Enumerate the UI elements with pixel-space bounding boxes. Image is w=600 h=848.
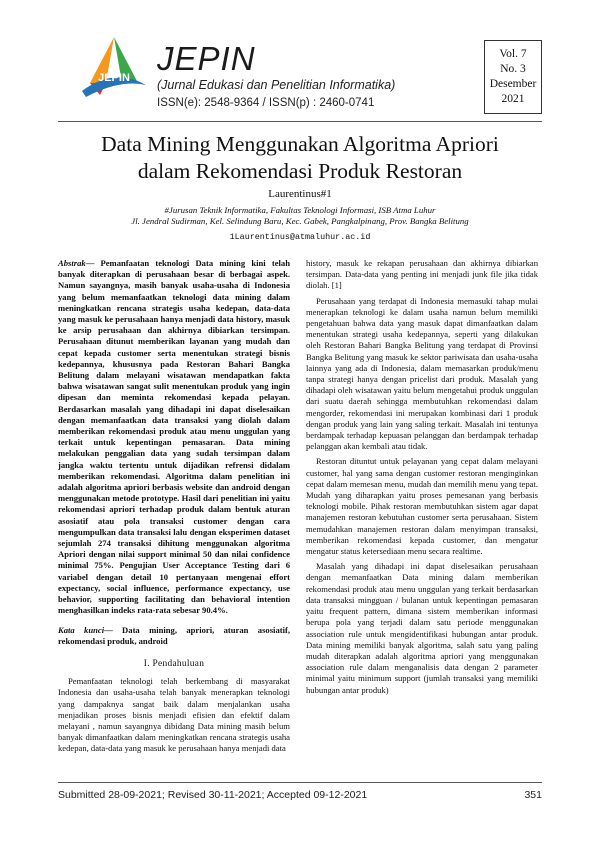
paragraph-masalah: Masalah yang dihadapi ini dapat diselesaikan perusahaan dengan memanfaatkan Data mining dalam memberikan rekomendasi produk atau menu unggulan yang terkait berdasarkan data transaksi mingguan / bulanan untuk kepentingan pemasaran yaitu frequent pattern, dimana sistem memberikan informasi berupa pola yang terjadi dalam satu periode menggunakan association rule untuk mengidentifikasi hubungan antar produk. Data mining memiliki banyak algoritma, salah satu yang paling mudah diterapkan adalah algoritma apriori yang menggunakan association rule dalam menganalisis data dengan 2 parameter minimal yaitu minimum support (jumlah transaksi yang memiliki hubungan antar produk)	[306, 561, 538, 695]
jepin-logo-icon	[76, 33, 152, 109]
abstract-lead: Abstrak	[58, 258, 86, 268]
header-divider	[58, 121, 542, 122]
paper-title	[40, 131, 560, 185]
submission-dates: Submitted 28-09-2021; Revised 30-11-2021; Accepted 09-12-2021	[58, 789, 368, 801]
affiliation-line-2: Jl. Jendral Sudirman, Kel. Selindung Baru, Kec. Gabek, Pangkalpinang, Prov. Bangka Belitung	[131, 216, 469, 226]
page-number: 351	[524, 789, 542, 801]
volume-box	[484, 40, 542, 114]
journal-full-name: (Jurnal Edukasi dan Penelitian Informatika)	[157, 78, 396, 92]
author: Laurentinus#1	[268, 188, 332, 200]
section-heading: I. Pendahuluan	[143, 658, 205, 669]
author-email: 1Laurentinus@atmaluhur.ac.id	[229, 232, 371, 242]
affiliation	[0, 205, 600, 227]
paragraph-perusahaan: Perusahaan yang terdapat di Indonesia memasuki tahap mulai menerapkan teknologi ke dalam usaha namun belum memiliki pengetahuan bahwa data yang masuk dapat dimanfaatkan dalam menentukan strategi usaha kedepannya, seperti yang dilakukan oleh Restoran Bahari Bangka Belitung yang terdapat di Provinsi Bangka Belitung yang masuk ke sektor pariwisata dan usaha-usaha lainnya yang ada di Indonesia, dalam memasarkan produk/menu tanpa strategi hanya dengan pricelist dari produk. Masalah yang dihadapi oleh wisatawan yaitu belum mengetahui produk unggulan dari suatu daerah sehingga membutuhkan rekomendasi dalam mengorder, rekomendasi ini merupakan kombinasi dari 1 produk dengan produk yang lain yang saling terkait. Masalah ini tentunya berdampak terhadap kepuasan pelanggan dan berdampak terhadap pelanggan akan kembali atau tidak.	[306, 295, 538, 452]
affiliation-line-1: #Jurusan Teknik Informatika, Fakultas Teknologi Informasi, ISB Atma Luhur	[164, 205, 436, 215]
title-line-2: dalam Rekomendasi Produk Restoran	[137, 159, 463, 183]
right-column	[306, 258, 538, 700]
title-line-1: Data Mining Menggunakan Algoritma Apriori	[101, 132, 499, 156]
abstract	[58, 258, 290, 617]
journal-name: JEPIN	[157, 40, 256, 77]
logo-text: JEPIN	[98, 72, 130, 84]
abstract-body: — Pemanfaatan teknologi Data mining kini telah banyak diterapkan di perusahaan besar di berbagai aspek. Namun sayangnya, masih banyak usaha-usaha di Indonesia yang belum memanfaatkan teknologi data mining dalam meningkatkan rencana strategis usaha kedepan, data-data yang masuk ke perusahaan hanya menjadi data history, masuk ke arsip perusahaan dan akhirnya dibiarkan tersimpan. Perusahaan ditunut memberikan layanan yang mudah dan cepat kepada customer serta menentukan strategi bisnis kedepannya, khususnya pada Restoran Bahari Bangka Belitung dalam melayani wisatawan mendapatkan fakta bahwa wisatawan sangat sulit menentukan produk yang ingin dipesan dan meminta rekomendasi kepada pelayan. Berdasarkan masalah yang dihadapi ini dapat diselesaikan dengan memanfaatkan data transaksi yang diolah dalam memberikan rekomendasi produk atau menu unggulan yang terkait untuk kepentingan pemasaran. Data mining melakukan penggalian data yang sudah tersimpan dalam jangka waktu tertentu untuk dijadikan refrensi didalam memberikan rekomendasi. Algoritma dalam penelitian ini adalah algoritma apriori berbasis website dan android dengan menggunakan metode prototype. Hasil dari penelitian ini yaitu rekomendasi apriori terhadap produk dalam bentuk aturan asosiatif atau pola transaksi customer dengan cara mengumpulkan data transaksi lalu dengan eksperimen dataset sejumlah 274 transaksi dihitung menggunakan algoritma Apriori dengan nilai support minimal 50 dan nilai confidence minimal 75%. Pengujian User Acceptance Testing dari 6 variabel dengan detail 10 pertanyaan mengenai effort expectancy, social influence, performance expectancy, use behavior, supporting facilitating dan behavioral intention menghasilkan indeks rata-rata sebesar 90.4%.	[58, 258, 290, 616]
volume: Vol. 7	[499, 48, 527, 60]
journal-issn: ISSN(e): 2548-9364 / ISSN(p) : 2460-0741	[157, 97, 375, 109]
keywords	[58, 625, 290, 647]
paragraph-restoran: Restoran dituntut untuk pelayanan yang cepat dalam melayani customer, hal yang sama dengan customer restoran menginginkan cepat dalam memesan menu, mudah dan memilih menu yang tepat. Mudah yang diharapkan yaitu proses pemesanan yang berbasis teknologi mobile. Pihak restoran membutuhkan sistem agar dapat manajemen restoran kebutuhan customer serta perusahaan. Sistem memudahkan manajemen restoran dalam menyimpan transaksi, memberikan rekomendasi kepada customer, dan mengatur mengatur status ketersediaan menu secara realtime.	[306, 456, 538, 557]
keywords-lead: Kata kunci	[58, 624, 105, 635]
left-column	[58, 258, 290, 759]
issue-month: Desember	[489, 78, 537, 90]
issue-number: No. 3	[500, 63, 526, 75]
paragraph-history: history, masuk ke rekapan perusahaan dan akhirnya dibiarkan tersimpan. Data-data yang penting ini menjadi junk file jika tidak diolah. [1]	[306, 258, 538, 291]
keywords-body: — Data mining, apriori, aturan asosiatif, rekomendasi produk, android	[58, 624, 291, 646]
issue-year: 2021	[501, 93, 525, 105]
footer-divider	[58, 782, 542, 783]
intro-paragraph: Pemanfaatan teknologi telah berkembang di masyarakat Indonesia dan usaha-usaha telah banyak menerapkan teknologi yang dampaknya sangat baik dalam menjalankan usaha menjadikan proses bisnis menjadi efisien dan efektif dalam melayani , namun sayangnya dibidang Data mining masih belum banyak dimanfaatkan dalam meningkatkan rencana strategis usaha kedepan, data-data yang masuk ke perusahaan hanya menjadi data	[58, 676, 290, 754]
